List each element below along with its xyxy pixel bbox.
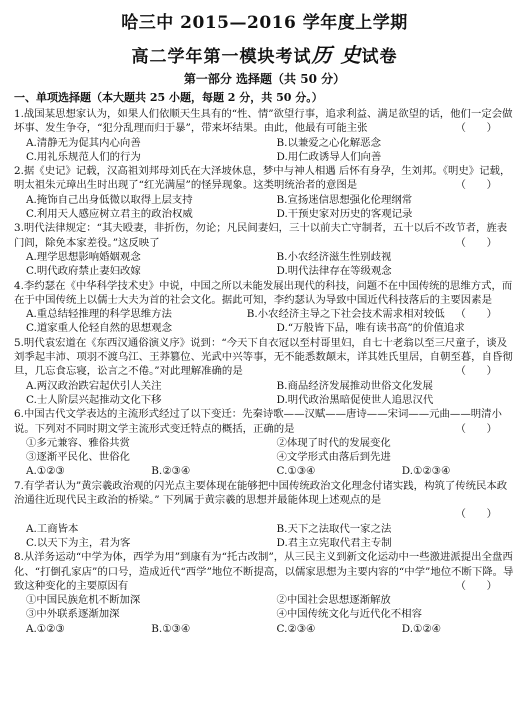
statement-4: ④中国传统文化与近代化不相容: [276, 608, 422, 621]
question-stem: 3.明代法律规定：“其夫殴妻，非折伤，勿论；凡民间妻妇，三十以前夫亡守制者，五十以后不改节者，旌表门闾，除免本家差役。”这反映了: [14, 222, 508, 249]
option-d: D.用仁政诱导人们向善: [276, 150, 382, 163]
statements-row: [14, 436, 515, 450]
question-stem: 6.中国古代文学表达的主流形式经过了以下变迁：先秦诗歌——汉赋——唐诗——宋词——元曲——明清小说。下列对不同时期文学主流形式变迁特点的概括，正确的是: [14, 408, 502, 435]
question-stem: 5.明代袁宏道在《东西汉通俗演义序》说到：“今天下自衣冠以至村哥里妇，自七十老翁以至三尺童子，谈及刘季起丰沛、项羽不渡乌江、王莽篡位、光武中兴等事，无不能悉数颠末，详其姓氏里居，自朝至暮，自昏彻旦，几忘食忘寝，讼言之不倦。”对此理解准确的是: [14, 336, 513, 378]
option-b: B.小农经济滋生性别歧视: [276, 250, 392, 263]
section-heading: 一、单项选择题（本大题共 25 小题，每题 2 分，共 50 分。）: [14, 91, 323, 104]
options-row: [14, 464, 515, 478]
question-7: [14, 479, 515, 508]
statements-row: [14, 450, 515, 464]
statement-2: ②中国社会思想逐渐解放: [276, 594, 391, 607]
answer-paren: （ ）: [455, 579, 497, 592]
subject-name: 历 史: [311, 43, 362, 67]
part-heading: 第一部分 选择题（共 50 分）: [183, 72, 346, 86]
question-2: [14, 164, 515, 193]
option-b: B.宣扬迷信思想强化伦理纲常: [276, 193, 413, 206]
options-row: [14, 307, 455, 321]
option-b: B.小农经济主导之下社会技术需求相对较低: [246, 308, 445, 321]
answer-paren: （ ）: [455, 308, 497, 321]
statement-1: ①多元兼容、雅俗共赏: [26, 436, 130, 449]
options-row: [14, 622, 515, 636]
statement-3: ③逐渐平民化、世俗化: [26, 451, 130, 464]
option-d: D.明代政治黑暗促使世人追思汉代: [276, 393, 434, 406]
answer-paren: （ ）: [455, 365, 497, 378]
question-8: [14, 550, 515, 593]
option-a: A.两汉政治跌宕起伏引人关注: [26, 379, 162, 392]
question-stem: 4.李约瑟在《中华科学技术史》中说，中国之所以未能发展出现代的科技，问题不在中国传统的思维方式，而在于中国传统上以儒士大夫为首的社会文化。据此可知，李约瑟认为导致中国近代科技落后的主要因素是: [14, 279, 513, 306]
option-d: D.①②③④: [401, 465, 451, 478]
option-a: A.工商皆本: [26, 522, 79, 535]
options-row: [14, 264, 515, 278]
option-c: C.士人阶层兴起推动文化下移: [26, 393, 162, 406]
answer-paren: （ ）: [455, 236, 497, 249]
option-d: D.干预史家对历史的客观记录: [276, 208, 413, 221]
question-5: [14, 336, 515, 379]
option-c: C.道家重人伦轻自然的思想观念: [26, 322, 172, 335]
options-row: [14, 379, 515, 393]
option-d: D.明代法律存在等级观念: [276, 265, 392, 278]
option-c: C.利用天人感应树立君主的政治权威: [26, 208, 193, 221]
option-b: B.天下之法取代一家之法: [276, 522, 392, 535]
exam-title: 哈三中 2015—2016 学年度上学期: [121, 13, 408, 33]
question-stem: 2.据《史记》记载，汉高祖刘邦母刘氏在大泽坡休息，梦中与神人相遇 后怀有身孕，生刘邦。《明史》记载，明太祖朱元璋出生时出现了“红光满屋”的怪异现象。这类明统治者的意图是: [14, 165, 511, 192]
question-6: [14, 407, 515, 436]
option-c: C.②③④: [276, 622, 316, 635]
option-a: A.理学思想影响婚姻观念: [26, 250, 141, 263]
option-b: B.②③④: [151, 465, 191, 478]
option-b: B.商品经济发展推动世俗文化发展: [276, 379, 433, 392]
exam-subtitle: [14, 39, 515, 68]
options-row: [14, 250, 515, 264]
option-b: B.以兼爱之心化解恶念: [276, 136, 381, 149]
option-d: D.君主立宪取代君主专制: [276, 536, 392, 549]
option-a: A.①②③: [26, 622, 65, 635]
subtitle-pre: 高二学年第一模块考试: [131, 47, 312, 67]
options-row: [14, 207, 515, 221]
question-stem: 7.有学者认为”黄宗羲政治观的闪光点主要体现在能够把中国传统政治文化理念付诸实践，构筑了传统民本政治通往近现代民主政治的桥梁。” 下列属于黄宗羲的思想并最能体现上述观点的是: [14, 479, 508, 507]
option-c: C.明代政府禁止妻妇改嫁: [26, 265, 141, 278]
statement-3: ③中外联系逐渐加深: [26, 608, 120, 621]
option-d: D.“万般皆下品，唯有读书高”的价值追求: [276, 322, 465, 335]
options-row: [14, 393, 515, 407]
option-a: A.掩饰自己出身低微以取得上层支持: [26, 193, 193, 206]
statements-row: [14, 607, 515, 621]
option-a: A.清静无为促其内心向善: [26, 136, 141, 149]
options-row: [14, 536, 515, 550]
statement-1: ①中国民族危机不断加深: [26, 594, 141, 607]
option-c: C.以天下为主，君为客: [26, 536, 131, 549]
answer-paren: （ ）: [455, 122, 497, 135]
option-d: D.①②④: [401, 622, 441, 635]
option-a: A.①②③: [26, 465, 65, 478]
subtitle-post: 试卷: [361, 47, 398, 67]
option-b: B.①③④: [151, 622, 191, 635]
option-c: C.用礼乐规范人们的行为: [26, 150, 141, 163]
answer-paren: （ ）: [455, 422, 497, 435]
option-c: C.①③④: [276, 465, 316, 478]
options-row: [14, 193, 515, 207]
question-3: [14, 221, 515, 250]
statement-2: ②体现了时代的发展变化: [276, 436, 391, 449]
question-stem: 1.战国某思想家认为，如果人们依顺天生具有的“性、情”欲望行事，追求利益、满足欲望的话，他们一定会做坏事、发生争夺，“犯分乱理而归于暴”，带来坏结果。由此，他最有可能主张: [14, 108, 513, 135]
option-a: A.重总结轻推理的科学思维方法: [26, 308, 172, 321]
statement-4: ④文学形式由落后到先进: [276, 451, 391, 464]
statements-row: [14, 593, 515, 607]
question-1: [14, 107, 515, 136]
options-row: [14, 136, 515, 150]
options-row: [14, 321, 515, 335]
options-row: [14, 522, 515, 536]
answer-paren: （ ）: [455, 508, 497, 521]
answer-paren: （ ）: [455, 179, 497, 192]
question-stem: 8.从洋务运动“中学为体，西学为用”到康有为“托古改制”，从三民主义到新文化运动中一些激进派提出全盘西化、“打倒孔家店”的口号，造成近代“西学”地位不断提高，以儒家思想为主要内容的“中学”地位不断下降。导致这种变化的主要原因有: [14, 551, 514, 592]
options-row: [14, 150, 515, 164]
